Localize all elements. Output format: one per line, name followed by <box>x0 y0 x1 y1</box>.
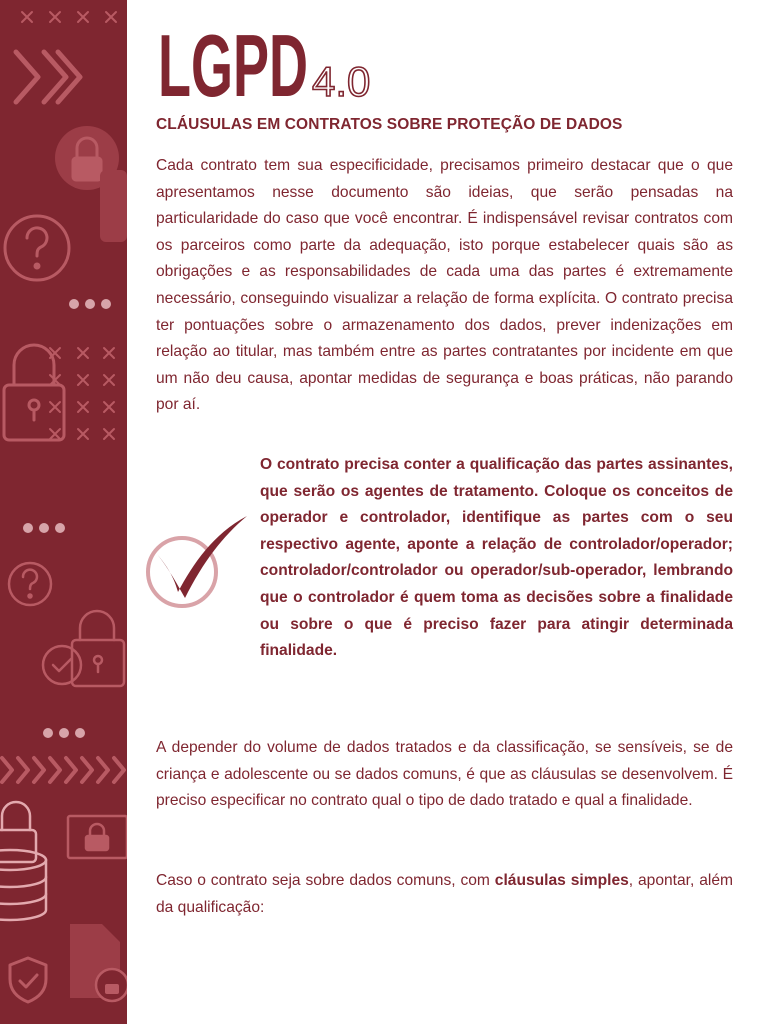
question-icon <box>9 563 51 605</box>
question-icon <box>5 216 69 280</box>
decorative-sidebar <box>0 0 127 1024</box>
x-grid-icon <box>50 348 114 439</box>
shield-check-icon <box>10 958 46 1002</box>
paragraph-text-after: , apontar, além da qualificação: <box>156 872 734 916</box>
sidebar-pattern <box>0 0 127 1024</box>
padlock-icon <box>4 345 64 440</box>
database-icon <box>100 170 127 242</box>
dots-icon <box>69 299 111 309</box>
chevrons-row-icon <box>2 758 124 782</box>
document-lock-icon <box>70 924 127 1001</box>
callout-text: O contrato precisa conter a qualificação das partes assinantes, que serão os agentes de tratamento. Coloque os conceitos de operador e controlador, identifique as partes com o seu respectivo agente, aponte a relação de controlador/operador; controlador/controlador ou operador/sub-operador, lembrando que o controlador é quem toma as decisões sobre a finalidade ou sobre o que é preciso fazer para atingir determinada finalidade. <box>260 456 733 660</box>
logo-main-text: LGPD <box>158 20 308 102</box>
screen-lock-icon <box>68 816 127 858</box>
dots-icon <box>23 523 65 533</box>
lock-database-icon <box>0 802 46 920</box>
logo-version-text: 4.0 <box>312 58 371 102</box>
intro-paragraph: Cada contrato tem sua especificidade, precisamos primeiro destacar que o que apresentamos nesse documento são ideias, que serão pensadas na particularidade do caso que você encontrar. É indispensável revisar contratos com os parceiros como parte da adequação, isto porque estabelecer quais são as obrigações e as responsabilidades de cada uma das partes é extremamente necessário, conseguindo visualizar a relação de forma explícita. O contrato precisa ter pontuações sobre o armazenamento dos dados, prever indenizações em relação ao titular, mas também entre as partes contratantes por incidente em que um não deu causa, apontar medidas de segurança e boas práticas, não parando por aí. <box>156 157 733 414</box>
check-circle-icon <box>143 514 253 614</box>
x-pattern-icon <box>22 12 116 22</box>
lgpd-logo <box>158 20 378 102</box>
section-title: CLÁUSULAS EM CONTRATOS SOBRE PROTEÇÃO DE DADOS <box>156 116 623 133</box>
logo <box>158 20 378 102</box>
dots-icon <box>43 728 85 738</box>
double-chevron-icon <box>16 52 80 102</box>
volume-paragraph: A depender do volume de dados tratados e da classificação, se sensíveis, se de criança e adolescente ou se dados comuns, é que as cláusulas se desenvolvem. É preciso especificar no contrato qual o tipo de dado tratado e qual a finalidade. <box>156 739 733 810</box>
simple-clauses-paragraph <box>156 868 733 921</box>
check-lock-icon <box>43 611 124 686</box>
paragraph-bold-text: cláusulas simples <box>494 872 629 889</box>
paragraph-text-before: Caso o contrato seja sobre dados comuns, com <box>156 872 495 889</box>
